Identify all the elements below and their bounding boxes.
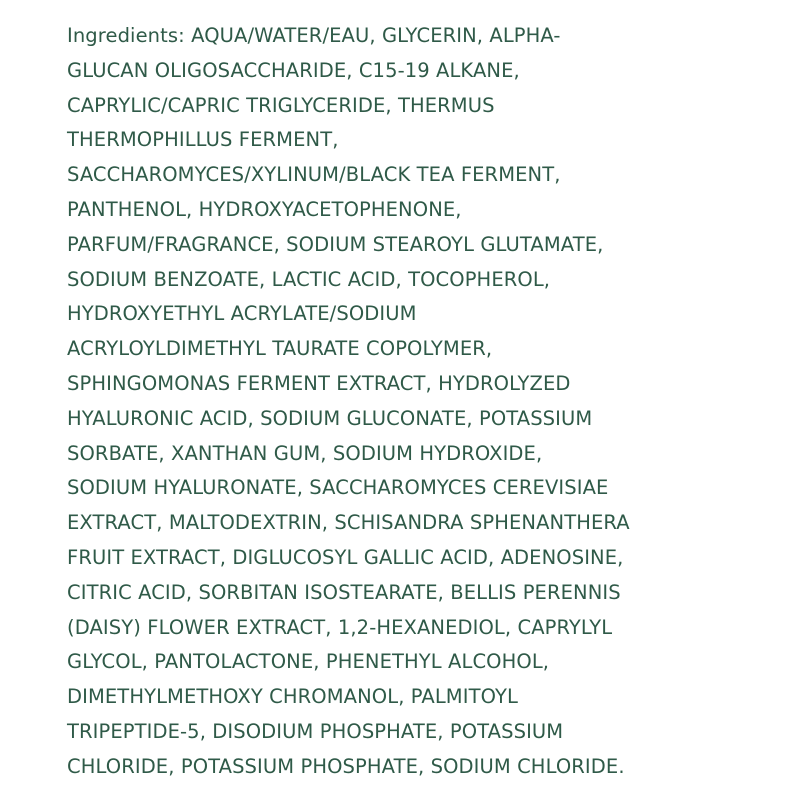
ingredients-line-19: GLYCOL, PANTOLACTONE, PHENETHYL ALCOHOL,: [67, 650, 550, 674]
ingredients-line-22: CHLORIDE, POTASSIUM PHOSPHATE, SODIUM CHLORIDE.: [67, 754, 625, 778]
ingredients-list: [67, 19, 767, 785]
ingredients-line-21: TRIPEPTIDE-5, DISODIUM PHOSPHATE, POTASSIUM: [67, 719, 564, 743]
ingredients-line-16: FRUIT EXTRACT, DIGLUCOSYL GALLIC ACID, ADENOSINE,: [67, 545, 624, 569]
ingredients-line-11: SPHINGOMONAS FERMENT EXTRACT, HYDROLYZED: [67, 371, 571, 395]
ingredients-line-9: HYDROXYETHYL ACRYLATE/SODIUM: [67, 302, 417, 326]
ingredients-line-12: HYALURONIC ACID, SODIUM GLUCONATE, POTASSIUM: [67, 406, 593, 430]
ingredients-line-15: EXTRACT, MALTODEXTRIN, SCHISANDRA SPHENANTHERA: [67, 511, 630, 535]
ingredients-line-20: DIMETHYLMETHOXY CHROMANOL, PALMITOYL: [67, 685, 518, 709]
ingredients-line-8: SODIUM BENZOATE, LACTIC ACID, TOCOPHEROL,: [67, 267, 551, 291]
ingredients-line-18: (DAISY) FLOWER EXTRACT, 1,2-HEXANEDIOL, CAPRYLYL: [67, 615, 613, 639]
ingredients-line-13: SORBATE, XANTHAN GUM, SODIUM HYDROXIDE,: [67, 441, 543, 465]
ingredients-line-3: CAPRYLIC/CAPRIC TRIGLYCERIDE, THERMUS: [67, 93, 495, 117]
ingredients-line-17: CITRIC ACID, SORBITAN ISOSTEARATE, BELLIS PERENNIS: [67, 580, 621, 604]
ingredients-line-6: PANTHENOL, HYDROXYACETOPHENONE,: [67, 197, 462, 221]
ingredients-line-4: THERMOPHILLUS FERMENT,: [67, 128, 339, 152]
ingredients-line-2: GLUCAN OLIGOSACCHARIDE, C15-19 ALKANE,: [67, 58, 520, 82]
ingredients-line-5: SACCHAROMYCES/XYLINUM/BLACK TEA FERMENT,: [67, 163, 561, 187]
ingredients-line-10: ACRYLOYLDIMETHYL TAURATE COPOLYMER,: [67, 337, 493, 361]
ingredients-line-1: Ingredients: AQUA/WATER/EAU, GLYCERIN, ALPHA-: [67, 24, 561, 47]
ingredients-line-7: PARFUM/FRAGRANCE, SODIUM STEAROYL GLUTAMATE,: [67, 232, 604, 256]
ingredients-line-14: SODIUM HYALURONATE, SACCHAROMYCES CEREVISIAE: [67, 476, 609, 500]
